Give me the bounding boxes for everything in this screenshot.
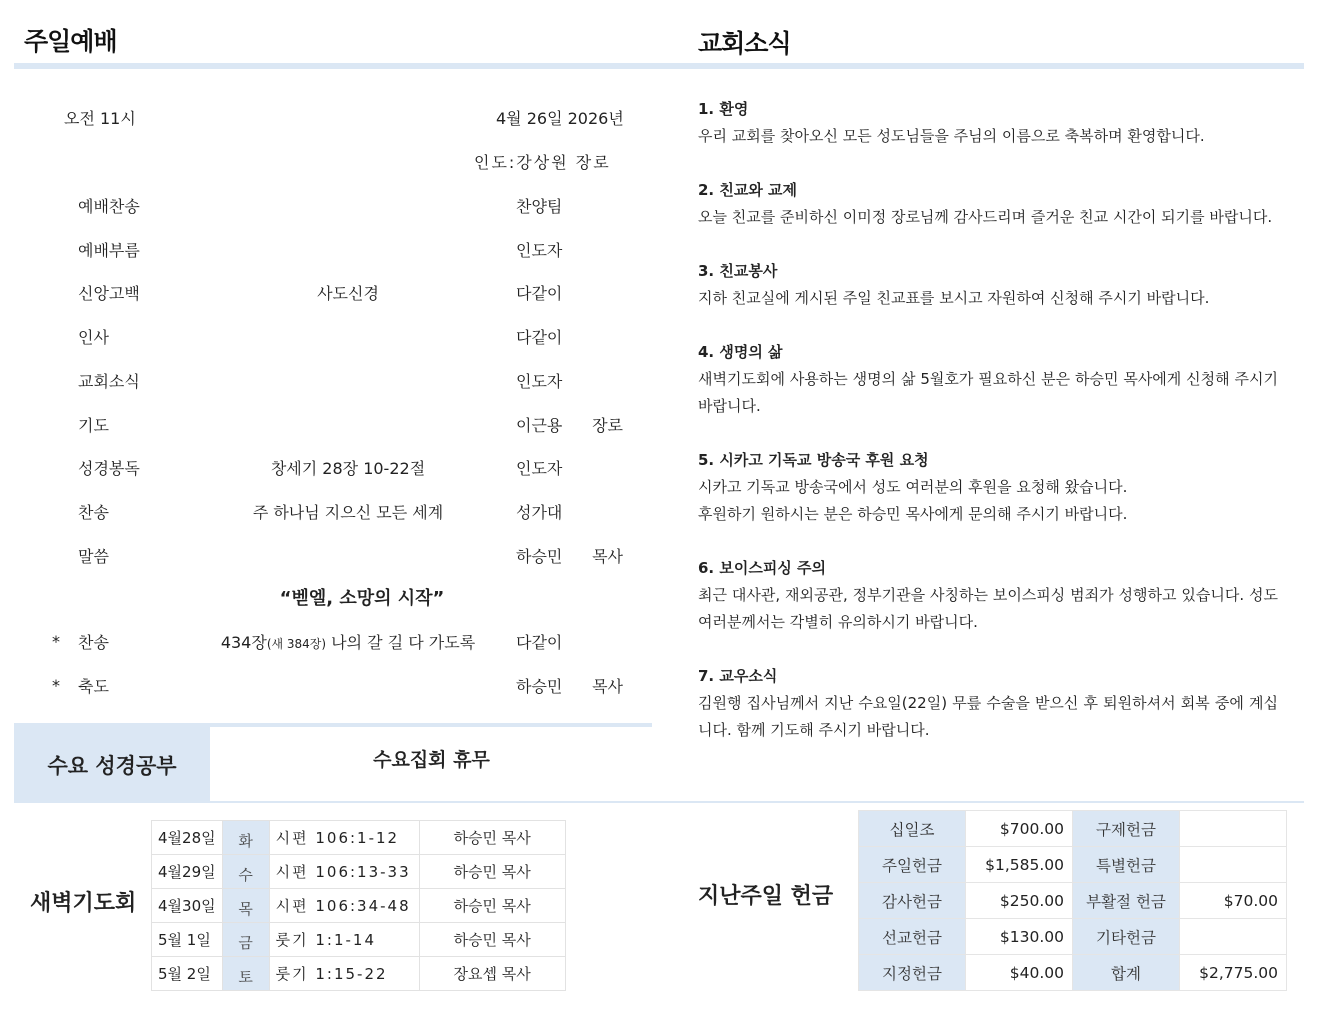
order-row xyxy=(14,194,654,218)
offering-amount xyxy=(1180,811,1287,847)
offering-amount: $40.00 xyxy=(966,955,1073,991)
news-item xyxy=(698,447,1278,528)
offering-row xyxy=(859,919,1287,955)
dawn-date: 4월28일 xyxy=(152,821,223,855)
news-text: 김원행 집사님께서 지난 수요일(22일) 무릎 수술을 받으신 후 퇴원하셔서 회복 중에 계십니다. 함께 기도해 주시기 바랍니다. xyxy=(698,694,1278,739)
offering-amount: $130.00 xyxy=(966,919,1073,955)
dawn-row xyxy=(152,821,566,855)
offering-category: 주일헌금 xyxy=(859,847,966,883)
order-content: 창세기 28장 10-22절 xyxy=(270,459,426,479)
offering-row xyxy=(859,955,1287,991)
dawn-leader: 하승민 목사 xyxy=(419,923,565,957)
standing-mark: * xyxy=(52,632,60,651)
order-leader: 성가대 xyxy=(516,502,563,522)
offering-amount xyxy=(1180,919,1287,955)
dawn-day: 화 xyxy=(222,821,269,855)
news-item xyxy=(698,555,1278,636)
offering-category: 합계 xyxy=(1073,955,1180,991)
dawn-day: 수 xyxy=(222,855,269,889)
order-leader: 찬양팀 xyxy=(516,197,563,216)
offering-amount: $70.00 xyxy=(1180,883,1287,919)
news-item xyxy=(698,663,1278,744)
order-leader: 인도자 xyxy=(516,459,563,479)
order-item: 찬송 xyxy=(78,502,109,522)
dawn-row xyxy=(152,855,566,889)
order-row xyxy=(14,238,654,262)
dawn-row xyxy=(152,957,566,991)
dawn-passage: 룻기 1:15-22 xyxy=(269,957,419,991)
offering-amount xyxy=(1180,847,1287,883)
offering-category: 지정헌금 xyxy=(859,955,966,991)
offering-category: 구제헌금 xyxy=(1073,811,1180,847)
order-row xyxy=(14,369,654,393)
worship-time: 오전 11시 xyxy=(64,109,136,128)
dawn-passage: 시편 106:1-12 xyxy=(269,821,419,855)
dawn-passage: 시편 106:13-33 xyxy=(269,855,419,889)
offering-amount: $250.00 xyxy=(966,883,1073,919)
news-heading: 3. 친교봉사 xyxy=(698,262,778,280)
order-row xyxy=(14,544,654,568)
order-item: 예배부름 xyxy=(78,240,140,260)
sermon-title: “벧엘, 소망의 시작” xyxy=(279,588,445,609)
dawn-day: 금 xyxy=(222,923,269,957)
news-heading: 2. 친교와 교제 xyxy=(698,181,798,199)
order-content: 주 하나님 지으신 모든 세계 xyxy=(252,502,444,522)
hymn-number: 434장 xyxy=(220,633,267,652)
closing-row xyxy=(14,674,654,698)
dawn-leader: 장요셉 목사 xyxy=(419,957,565,991)
offering-row xyxy=(859,847,1287,883)
order-leader: 인도자 xyxy=(516,240,563,260)
order-item: 말씀 xyxy=(78,546,109,566)
order-item: 성경봉독 xyxy=(78,459,140,479)
dawn-leader: 하승민 목사 xyxy=(419,821,565,855)
news-item xyxy=(698,258,1278,312)
hymn-title: 나의 갈 길 다 가도록 xyxy=(326,633,476,652)
order-leader: 하승민 목사 xyxy=(516,546,623,566)
news-heading: 6. 보이스피싱 주의 xyxy=(698,559,827,577)
order-row xyxy=(14,281,654,305)
order-leader: 하승민 목사 xyxy=(516,677,623,696)
order-item: 신앙고백 xyxy=(78,284,140,304)
dawn-date: 4월30일 xyxy=(152,889,223,923)
news-text: 오늘 친교를 준비하신 이미정 장로님께 감사드리며 즐거운 친교 시간이 되기를 바랍니다. xyxy=(698,208,1273,226)
news-text: 새벽기도회에 사용하는 생명의 삶 5월호가 필요하신 분은 하승민 목사에게 신청해 주시기 바랍니다. xyxy=(698,370,1278,415)
dawn-day: 토 xyxy=(222,957,269,991)
dawn-passage: 룻기 1:1-14 xyxy=(269,923,419,957)
offering-amount: $1,585.00 xyxy=(966,847,1073,883)
news-text: 시카고 기독교 방송국에서 성도 여러분의 후원을 요청해 왔습니다. xyxy=(698,478,1128,496)
worship-title: 주일예배 xyxy=(24,27,117,56)
wednesday-label: 수요 성경공부 xyxy=(14,727,210,803)
news-heading: 5. 시카고 기독교 방송국 후원 요청 xyxy=(698,451,929,469)
order-item: 인사 xyxy=(78,328,109,348)
dawn-date: 5월 1일 xyxy=(152,923,223,957)
dawn-row xyxy=(152,923,566,957)
dawn-row xyxy=(152,889,566,923)
order-item: 축도 xyxy=(78,677,109,696)
order-leader: 이근용 장로 xyxy=(516,415,623,435)
dawn-prayer-table xyxy=(151,820,566,991)
wednesday-notice: 수요집회 휴무 xyxy=(373,749,490,771)
offering-category: 특별헌금 xyxy=(1073,847,1180,883)
dawn-date: 5월 2일 xyxy=(152,957,223,991)
order-row xyxy=(14,456,654,480)
hymn-new-number: (새 384장) xyxy=(266,637,327,651)
order-item: 찬송 xyxy=(78,633,109,652)
offering-category: 선교헌금 xyxy=(859,919,966,955)
order-leader: 다같이 xyxy=(516,328,563,348)
news-item xyxy=(698,339,1278,420)
dawn-prayer-label: 새벽기도회 xyxy=(30,891,137,916)
dawn-day: 목 xyxy=(222,889,269,923)
dawn-passage: 시편 106:34-48 xyxy=(269,889,419,923)
order-row xyxy=(14,413,654,437)
order-row xyxy=(14,325,654,349)
worship-date: 4월 26일 2026년 xyxy=(496,109,624,128)
news-item xyxy=(698,177,1278,231)
order-item: 예배찬송 xyxy=(78,197,140,216)
offering-category: 부활절 헌금 xyxy=(1073,883,1180,919)
news-text: 최근 대사관, 재외공관, 정부기관을 사칭하는 보이스피싱 범죄가 성행하고 있습니다. 성도 여러분께서는 각별히 유의하시기 바랍니다. xyxy=(698,586,1278,631)
offering-amount: $2,775.00 xyxy=(1180,955,1287,991)
news-text: 후원하기 원하시는 분은 하승민 목사에게 문의해 주시기 바랍니다. xyxy=(698,505,1128,523)
offering-row xyxy=(859,883,1287,919)
order-content xyxy=(194,630,502,653)
order-item: 기도 xyxy=(78,415,109,435)
order-row xyxy=(14,500,654,524)
order-leader: 인도자 xyxy=(516,371,563,391)
offering-row xyxy=(859,811,1287,847)
standing-mark: * xyxy=(52,676,60,695)
news-title: 교회소식 xyxy=(698,29,791,58)
order-leader: 다같이 xyxy=(516,633,563,652)
order-item: 교회소식 xyxy=(78,371,140,391)
news-text: 우리 교회를 찾아오신 모든 성도님들을 주님의 이름으로 축복하며 환영합니다. xyxy=(698,127,1205,145)
offering-table xyxy=(858,810,1287,991)
news-heading: 1. 환영 xyxy=(698,100,749,118)
bottom-divider xyxy=(14,801,1304,803)
news-heading: 4. 생명의 삶 xyxy=(698,343,783,361)
news-list xyxy=(698,96,1278,771)
offering-category: 감사헌금 xyxy=(859,883,966,919)
news-item xyxy=(698,96,1278,150)
top-divider xyxy=(14,63,1304,69)
dawn-leader: 하승민 목사 xyxy=(419,855,565,889)
closing-row xyxy=(14,630,654,654)
order-content: 사도신경 xyxy=(317,284,379,304)
offering-amount: $700.00 xyxy=(966,811,1073,847)
dawn-leader: 하승민 목사 xyxy=(419,889,565,923)
dawn-date: 4월29일 xyxy=(152,855,223,889)
order-leader: 다같이 xyxy=(516,284,563,304)
news-text: 지하 친교실에 게시된 주일 친교표를 보시고 자원하여 신청해 주시기 바랍니다. xyxy=(698,289,1210,307)
news-heading: 7. 교우소식 xyxy=(698,667,778,685)
worship-presider: 인도:강상원 장로 xyxy=(474,153,611,172)
offering-category: 십일조 xyxy=(859,811,966,847)
offering-category: 기타헌금 xyxy=(1073,919,1180,955)
offering-label: 지난주일 헌금 xyxy=(698,884,834,909)
